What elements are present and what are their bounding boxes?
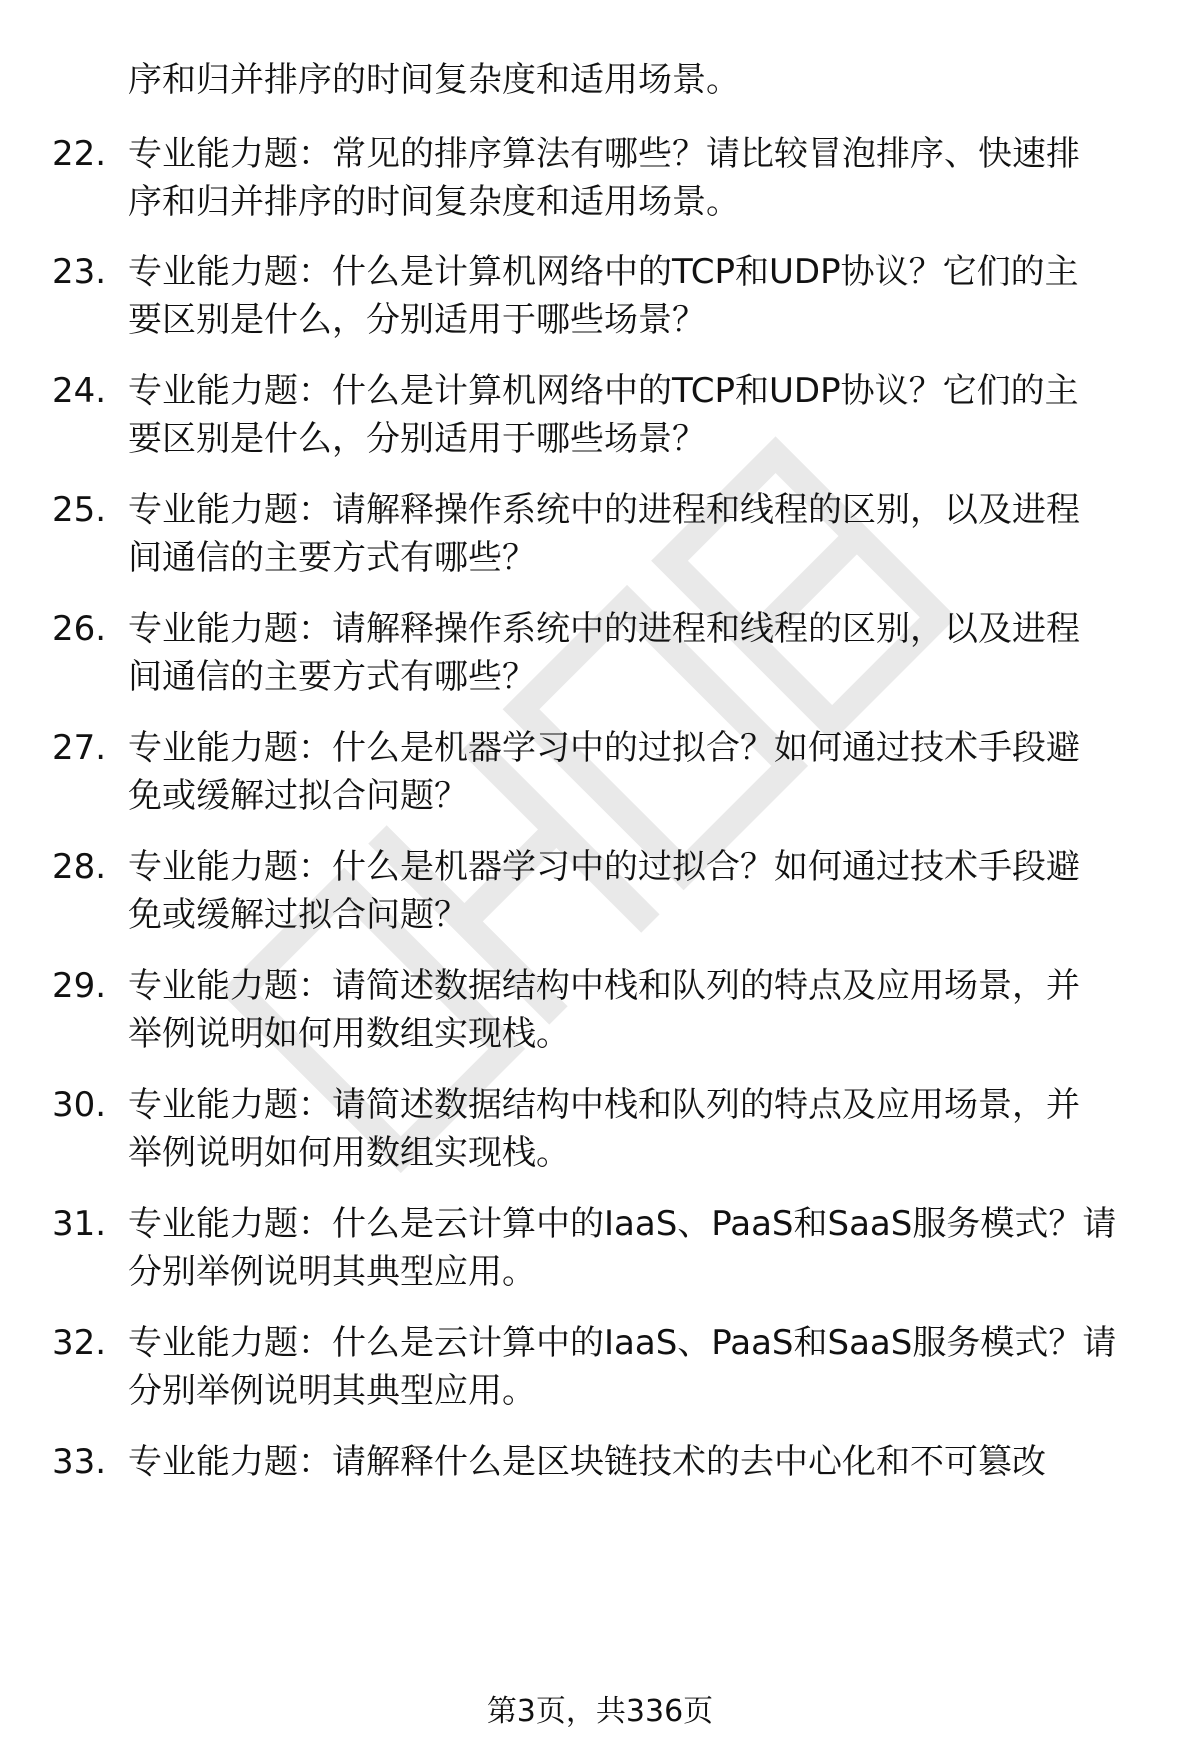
question-text	[128, 130, 1168, 226]
question-text	[128, 724, 1168, 820]
question-line: 专业能力题：请简述数据结构中栈和队列的特点及应用场景，并	[128, 1085, 1080, 1125]
question-text	[128, 1438, 1168, 1486]
question-text	[128, 962, 1168, 1058]
question-number: 30.	[52, 1085, 107, 1125]
question-line: 专业能力题：请简述数据结构中栈和队列的特点及应用场景，并	[128, 966, 1080, 1006]
question-line: 要区别是什么，分别适用于哪些场景？	[128, 300, 706, 340]
question-number: 32.	[52, 1323, 107, 1363]
question-number: 25.	[52, 490, 107, 530]
question-text	[128, 486, 1168, 582]
question-text	[128, 248, 1168, 344]
question-line: 专业能力题：请解释操作系统中的进程和线程的区别，以及进程	[128, 609, 1080, 649]
question-number: 23.	[52, 252, 107, 292]
question-number: 29.	[52, 966, 107, 1006]
question-line: 免或缓解过拟合问题？	[128, 776, 468, 816]
question-line: 专业能力题：什么是机器学习中的过拟合？如何通过技术手段避	[128, 728, 1080, 768]
question-number: 33.	[52, 1442, 107, 1482]
question-line: 专业能力题：什么是机器学习中的过拟合？如何通过技术手段避	[128, 847, 1080, 887]
question-line: 专业能力题：什么是计算机网络中的TCP和UDP协议？它们的主	[128, 371, 1079, 411]
question-line: 分别举例说明其典型应用。	[128, 1371, 536, 1411]
question-number: 24.	[52, 371, 107, 411]
continuation-line: 序和归并排序的时间复杂度和适用场景。	[128, 60, 740, 100]
question-line: 专业能力题：什么是云计算中的IaaS、PaaS和SaaS服务模式？请	[128, 1323, 1117, 1363]
question-line: 举例说明如何用数组实现栈。	[128, 1133, 570, 1173]
question-line: 专业能力题：请解释什么是区块链技术的去中心化和不可篡改	[128, 1442, 1046, 1482]
question-line: 分别举例说明其典型应用。	[128, 1252, 536, 1292]
question-line: 序和归并排序的时间复杂度和适用场景。	[128, 182, 740, 222]
question-number: 22.	[52, 134, 107, 174]
question-text	[128, 1319, 1168, 1415]
question-number: 26.	[52, 609, 107, 649]
question-text	[128, 1200, 1168, 1296]
question-line: 专业能力题：请解释操作系统中的进程和线程的区别，以及进程	[128, 490, 1080, 530]
question-line: 要区别是什么，分别适用于哪些场景？	[128, 419, 706, 459]
question-text	[128, 367, 1168, 463]
page-footer: 第3页，共336页	[486, 1694, 714, 1729]
question-line: 专业能力题：常见的排序算法有哪些？请比较冒泡排序、快速排	[128, 134, 1080, 174]
question-text	[128, 605, 1168, 701]
question-line: 免或缓解过拟合问题？	[128, 895, 468, 935]
question-line: 专业能力题：什么是计算机网络中的TCP和UDP协议？它们的主	[128, 252, 1079, 292]
question-text	[128, 843, 1168, 939]
question-number: 27.	[52, 728, 107, 768]
question-text	[128, 1081, 1168, 1177]
question-line: 间通信的主要方式有哪些？	[128, 538, 536, 578]
question-number: 31.	[52, 1204, 107, 1244]
question-line: 举例说明如何用数组实现栈。	[128, 1014, 570, 1054]
question-line: 间通信的主要方式有哪些？	[128, 657, 536, 697]
question-number: 28.	[52, 847, 107, 887]
question-line: 专业能力题：什么是云计算中的IaaS、PaaS和SaaS服务模式？请	[128, 1204, 1117, 1244]
